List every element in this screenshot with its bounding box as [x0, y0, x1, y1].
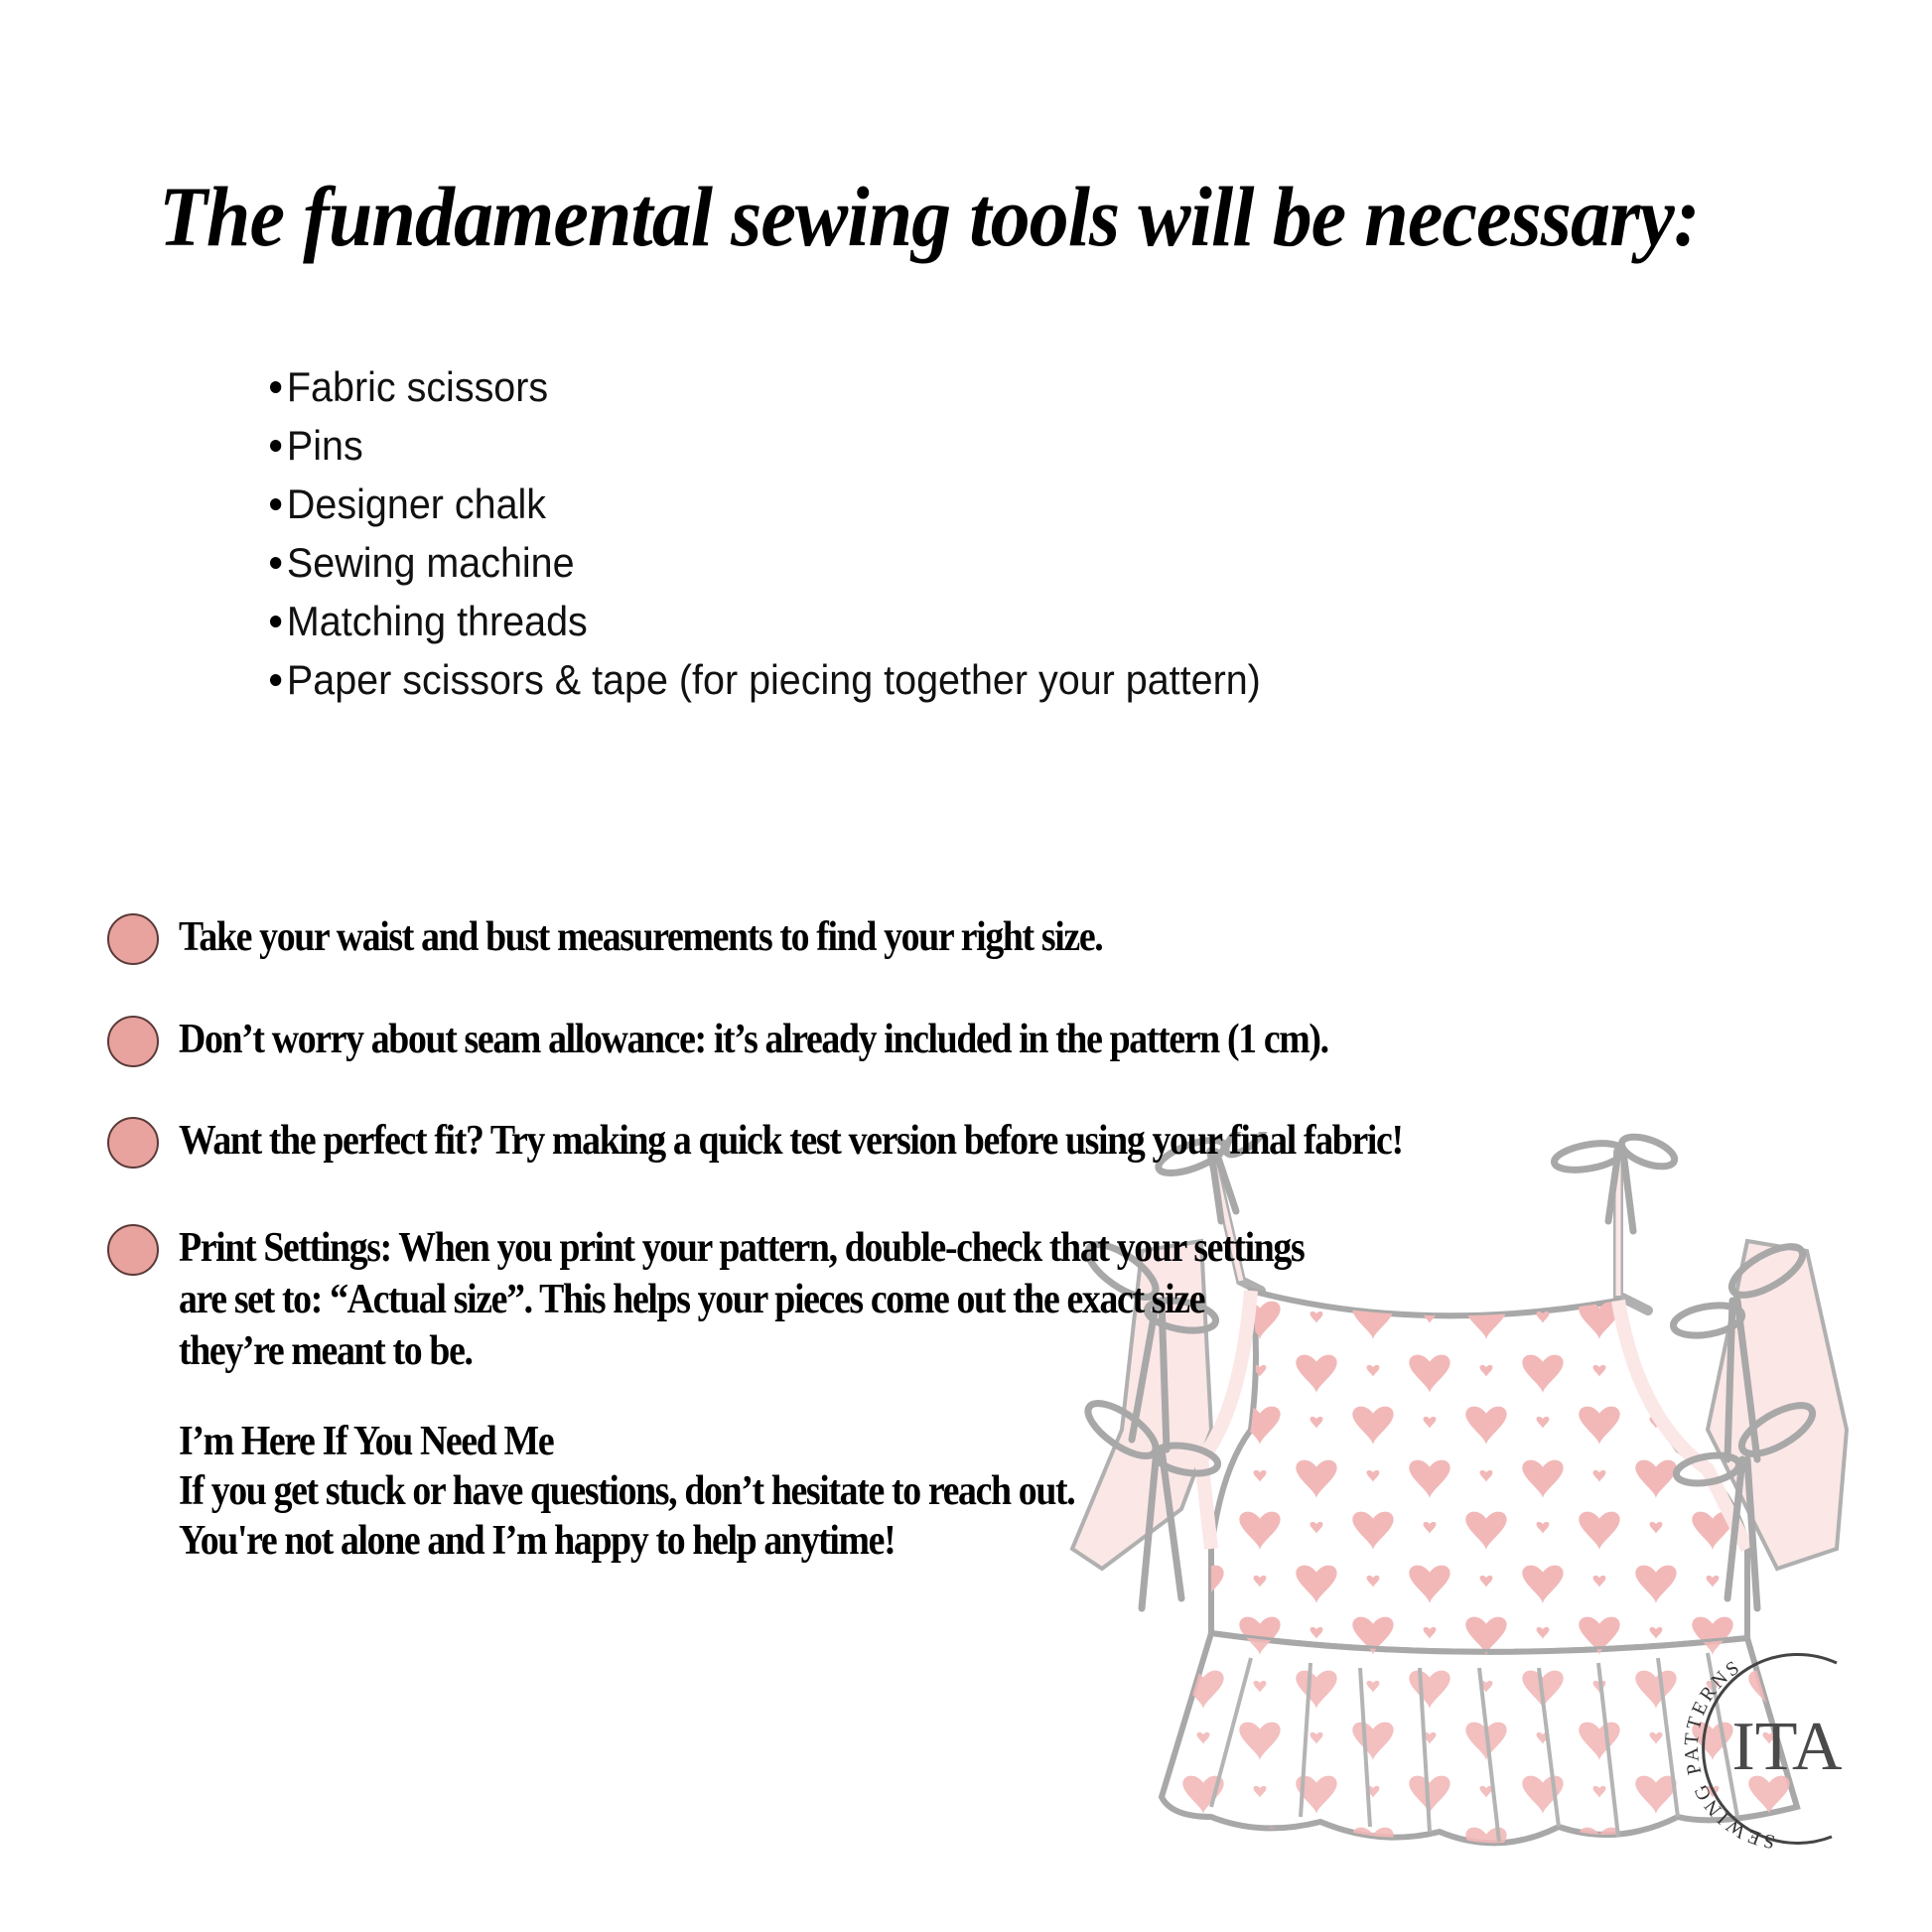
tip-text: Want the perfect fit? Try making a quick test version before using your final fabric!: [179, 1118, 1403, 1164]
tool-item: [270, 650, 1261, 709]
tip-text: Don’t worry about seam allowance: it’s already included in the pattern (1 cm).: [179, 1017, 1328, 1062]
pink-bullet-circle-icon: [107, 1224, 159, 1276]
tip-item: [107, 913, 1205, 965]
tool-label: Designer chalk: [286, 481, 547, 527]
pink-bullet-circle-icon: [107, 1117, 159, 1169]
ita-logo: [1678, 1638, 1896, 1857]
tip-item: [107, 1117, 1539, 1169]
tip-item: [107, 1224, 1429, 1377]
help-heading: I’m Here If You Need Me: [179, 1419, 554, 1464]
tip-text: Take your waist and bust measurements to find your right size.: [179, 914, 1103, 960]
tip-line: they’re meant to be.: [179, 1328, 473, 1374]
tool-label: Paper scissors & tape (for piecing together your pattern): [286, 656, 1261, 703]
bullet-dot-icon: [270, 557, 281, 569]
tool-item: [270, 357, 1261, 416]
tool-item: [270, 533, 1261, 592]
help-line: If you get stuck or have questions, don’t hesitate to reach out.: [179, 1468, 1075, 1514]
tool-label: Sewing machine: [286, 539, 575, 586]
page-title: The fundamental sewing tools will be necessary:: [159, 169, 1700, 264]
help-line: You're not alone and I’m happy to help anytime!: [179, 1518, 896, 1564]
logo-ring-text: SEWING PATTERNS: [1680, 1655, 1777, 1854]
help-section: [179, 1418, 1174, 1567]
pink-bullet-circle-icon: [107, 1016, 159, 1067]
pink-bullet-circle-icon: [107, 913, 159, 965]
tip-line: are set to: “Actual size”. This helps your pieces come out the exact size: [179, 1277, 1205, 1322]
tool-item: [270, 475, 1261, 533]
bullet-dot-icon: [270, 616, 281, 627]
tip-line: Print Settings: When you print your pattern, double-check that your settings: [179, 1225, 1305, 1271]
bullet-dot-icon: [270, 674, 281, 686]
tip-text-multiline: [179, 1222, 1304, 1377]
tool-label: Matching threads: [286, 598, 588, 644]
bullet-dot-icon: [270, 498, 281, 510]
bullet-dot-icon: [270, 440, 281, 452]
tool-item: [270, 592, 1261, 650]
tool-label: Pins: [286, 422, 363, 469]
logo-initials: ITA: [1731, 1709, 1843, 1785]
bullet-dot-icon: [270, 381, 281, 393]
tool-item: [270, 416, 1261, 475]
tool-label: Fabric scissors: [286, 363, 549, 410]
tip-item: [107, 1016, 1455, 1067]
tools-list: [270, 357, 1324, 709]
